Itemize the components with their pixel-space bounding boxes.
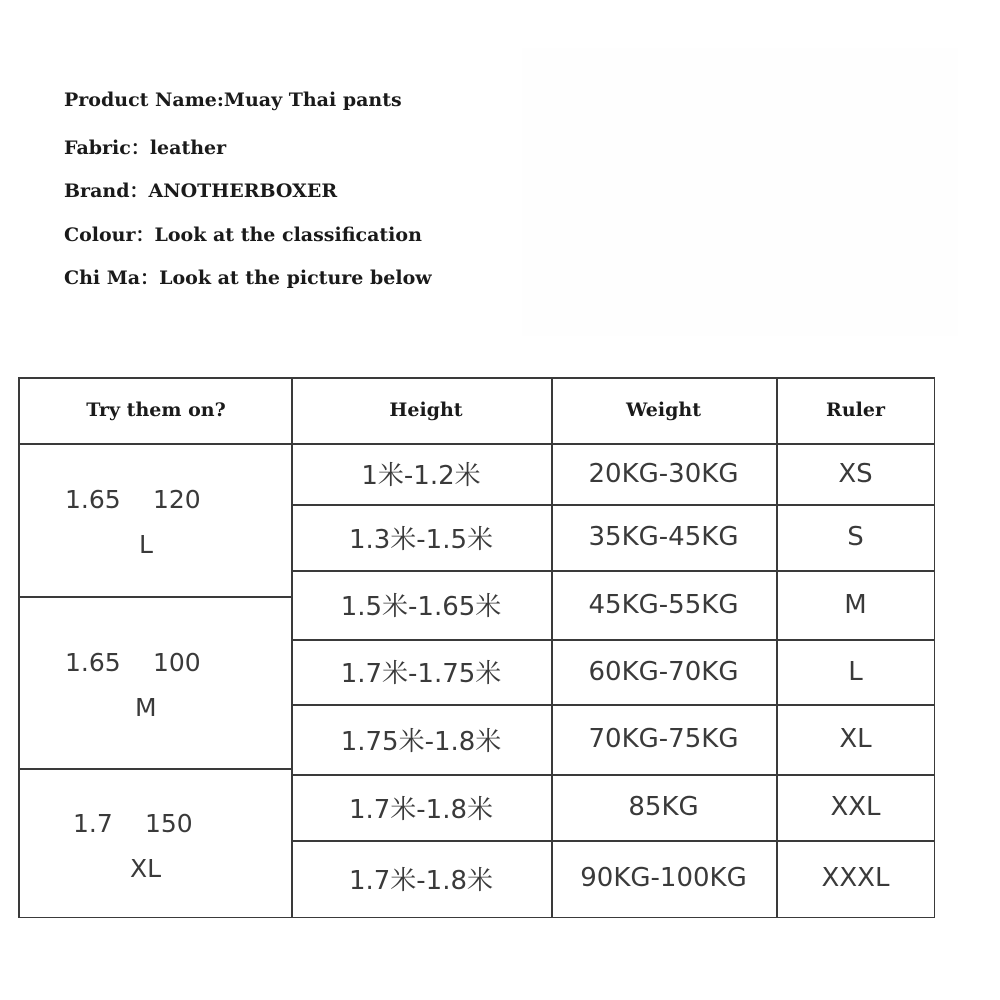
chi-ma-line bbox=[64, 263, 432, 290]
fabric-value: leather bbox=[149, 137, 227, 159]
brand-label: Brand： bbox=[64, 180, 149, 202]
tryon-divider-2 bbox=[18, 768, 292, 770]
product-name-label: Product Name: bbox=[64, 89, 224, 111]
tryon-3-size: XL bbox=[130, 854, 162, 883]
table-border-bottom bbox=[18, 917, 935, 919]
row-6-size: XXL bbox=[830, 792, 881, 822]
header-height: Height bbox=[389, 399, 463, 421]
row-5-weight: 70KG-75KG bbox=[588, 724, 739, 754]
brand-value: ANOTHERBOXER bbox=[148, 180, 338, 202]
tryon-3-weight: 150 bbox=[145, 809, 193, 838]
row-2-weight: 35KG-45KG bbox=[588, 522, 739, 552]
tryon-1-height: 1.65 bbox=[65, 485, 121, 514]
row-6-weight: 85KG bbox=[628, 792, 699, 822]
row-1-height: 1米-1.2米 bbox=[361, 461, 481, 491]
row-3-size: M bbox=[844, 589, 867, 620]
row-1-weight: 20KG-30KG bbox=[588, 458, 739, 489]
row-3-weight: 45KG-55KG bbox=[588, 589, 739, 620]
tryon-divider-1 bbox=[18, 596, 292, 598]
product-name-value: Muay Thai pants bbox=[223, 89, 402, 111]
row-5-size: XL bbox=[839, 724, 872, 754]
row-7-size: XXXL bbox=[821, 863, 890, 893]
fabric-label: Fabric： bbox=[64, 137, 150, 159]
tryon-2-weight: 100 bbox=[153, 648, 201, 677]
row-2-height: 1.3米-1.5米 bbox=[348, 524, 494, 555]
header-weight: Weight bbox=[626, 399, 701, 421]
tryon-2-height: 1.65 bbox=[65, 648, 121, 677]
table-border-left bbox=[18, 377, 20, 918]
row-3-height: 1.5米-1.65米 bbox=[340, 592, 502, 622]
row-1-size: XS bbox=[838, 458, 873, 489]
row-4-size: L bbox=[848, 656, 863, 687]
colour-label: Colour： bbox=[64, 224, 155, 246]
row-2-size: S bbox=[847, 522, 864, 552]
row-4-weight: 60KG-70KG bbox=[588, 656, 739, 687]
row-7-height: 1.7米-1.8米 bbox=[348, 865, 494, 896]
row-5-height: 1.75米-1.8米 bbox=[340, 726, 502, 757]
row-4-height: 1.7米-1.75米 bbox=[340, 659, 502, 689]
header-try-on: Try them on? bbox=[86, 399, 226, 421]
colour-line bbox=[64, 220, 422, 247]
product-image-area bbox=[522, 48, 958, 336]
row-7-weight: 90KG-100KG bbox=[580, 863, 747, 893]
tryon-2-size: M bbox=[135, 693, 157, 722]
header-ruler: Ruler bbox=[826, 399, 885, 421]
chi-ma-value: Look at the picture below bbox=[159, 267, 432, 289]
row-6-height: 1.7米-1.8米 bbox=[348, 794, 494, 825]
tryon-1-size: L bbox=[139, 530, 153, 559]
tryon-3-height: 1.7 bbox=[73, 809, 113, 838]
brand-line bbox=[64, 176, 337, 203]
colour-value: Look at the classification bbox=[154, 224, 422, 246]
chi-ma-label: Chi Ma： bbox=[64, 267, 160, 289]
fabric-line bbox=[64, 133, 226, 160]
tryon-1-weight: 120 bbox=[153, 485, 201, 514]
product-name-line bbox=[64, 89, 402, 111]
size-chart-table bbox=[18, 377, 935, 918]
